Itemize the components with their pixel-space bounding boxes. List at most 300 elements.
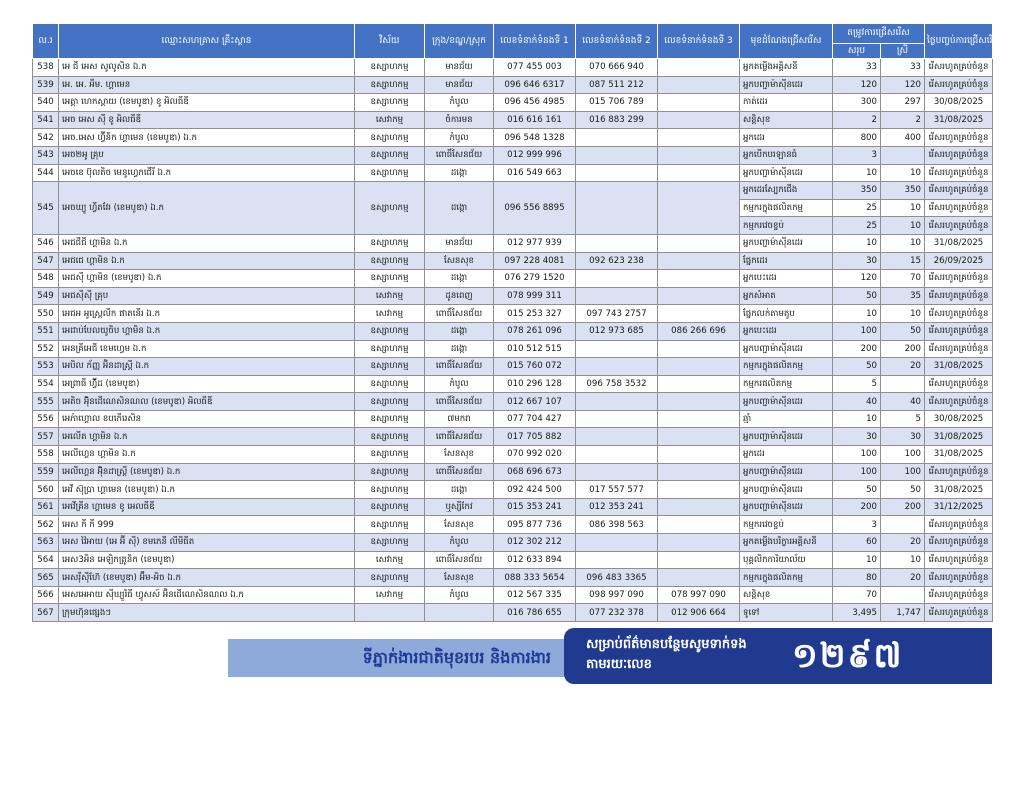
phone2-cell bbox=[576, 410, 658, 428]
row-number: 547 bbox=[33, 252, 59, 270]
total-cell: 120 bbox=[833, 270, 881, 288]
row-number: 565 bbox=[33, 569, 59, 587]
total-cell: 10 bbox=[833, 305, 881, 323]
deadline-cell: 30/08/2025 bbox=[925, 94, 993, 112]
phone1-cell: 070 992 020 bbox=[494, 446, 576, 464]
phone3-cell bbox=[658, 569, 740, 587]
deadline-cell: រើសរហូតគ្រប់ចំនួន bbox=[925, 305, 993, 323]
position-cell: អ្នកបេះដេរ bbox=[740, 270, 833, 288]
phone3-cell bbox=[658, 252, 740, 270]
phone1-cell: 096 556 8895 bbox=[494, 182, 576, 235]
total-cell: 80 bbox=[833, 569, 881, 587]
sector-cell: សេវាកម្ម bbox=[355, 305, 425, 323]
company-name: អេជស៊ីស៊ី គ្រុប bbox=[59, 287, 355, 305]
female-cell: 10 bbox=[881, 164, 925, 182]
company-name: អេច អេស ស៊ី ខូ អិលធីឌី bbox=[59, 111, 355, 129]
table-row bbox=[33, 393, 993, 411]
row-number: 558 bbox=[33, 446, 59, 464]
jobs-table bbox=[32, 23, 1002, 622]
row-number: 545 bbox=[33, 182, 59, 235]
table-row bbox=[33, 375, 993, 393]
position-cell: អ្នកបេះដេរ bbox=[740, 322, 833, 340]
location-cell: មានជ័យ bbox=[425, 76, 494, 94]
company-name: អេស កី កី 999 bbox=[59, 516, 355, 534]
location-cell: ពោធិ៍សែនជ័យ bbox=[425, 146, 494, 164]
jobs-table-body bbox=[33, 59, 993, 622]
position-cell: អ្នកបញ្ជាម៉ាស៊ីនដេរ bbox=[740, 234, 833, 252]
row-number: 554 bbox=[33, 375, 59, 393]
table-row bbox=[33, 498, 993, 516]
table-row bbox=[33, 94, 993, 112]
deadline-cell: រើសរហូតគ្រប់ចំនួន bbox=[925, 393, 993, 411]
deadline-cell: រើសរហូតគ្រប់ចំនួន bbox=[925, 569, 993, 587]
phone3-cell bbox=[658, 340, 740, 358]
location-cell: សែនសុខ bbox=[425, 569, 494, 587]
location-cell: ដូនពេញ bbox=[425, 287, 494, 305]
sector-cell: ឧស្សាហកម្ម bbox=[355, 358, 425, 376]
phone1-cell: 017 705 882 bbox=[494, 428, 576, 446]
sector-cell: សេវាកម្ម bbox=[355, 551, 425, 569]
total-cell: 100 bbox=[833, 446, 881, 464]
phone2-cell bbox=[576, 287, 658, 305]
phone1-cell: 016 786 655 bbox=[494, 604, 576, 622]
deadline-cell: រើសរហូតគ្រប់ចំនួន bbox=[925, 76, 993, 94]
phone1-cell: 012 977 939 bbox=[494, 234, 576, 252]
deadline-cell: រើសរហូតគ្រប់ចំនួន bbox=[925, 287, 993, 305]
position-cell: កម្មករក្នុងផលិតកម្ម bbox=[740, 358, 833, 376]
female-cell: 200 bbox=[881, 340, 925, 358]
row-number: 563 bbox=[33, 534, 59, 552]
position-cell: កម្មករវេចខ្ចប់ bbox=[740, 516, 833, 534]
phone2-cell: 070 666 940 bbox=[576, 59, 658, 77]
phone3-cell bbox=[658, 498, 740, 516]
phone3-cell bbox=[658, 111, 740, 129]
company-name: អេជអ អូស្ត្រេលីក ផាតនើរ ឯ.ក bbox=[59, 305, 355, 323]
position-cell: អ្នកបញ្ជាម៉ាស៊ីនដេរ bbox=[740, 428, 833, 446]
position-cell: អ្នកដេរ bbox=[740, 446, 833, 464]
sector-cell: ឧស្សាហកម្ម bbox=[355, 516, 425, 534]
phone3-cell: 086 266 696 bbox=[658, 322, 740, 340]
company-name: អេភ៉ាហ្គោល ខបកើរេសិន bbox=[59, 410, 355, 428]
phone2-cell: 015 706 789 bbox=[576, 94, 658, 112]
row-number: 543 bbox=[33, 146, 59, 164]
total-cell: 2 bbox=[833, 111, 881, 129]
phone2-cell: 096 758 3532 bbox=[576, 375, 658, 393]
female-cell: 35 bbox=[881, 287, 925, 305]
table-row bbox=[33, 182, 993, 200]
total-cell: 60 bbox=[833, 534, 881, 552]
row-number: 542 bbox=[33, 129, 59, 147]
female-cell: 50 bbox=[881, 481, 925, 499]
phone3-cell bbox=[658, 146, 740, 164]
deadline-cell: 31/08/2025 bbox=[925, 428, 993, 446]
sector-cell: ឧស្សាហកម្ម bbox=[355, 428, 425, 446]
female-cell: 10 bbox=[881, 234, 925, 252]
position-cell: អ្នកបញ្ជាម៉ាស៊ីនដេរ bbox=[740, 481, 833, 499]
deadline-cell: រើសរហូតគ្រប់ចំនួន bbox=[925, 586, 993, 604]
position-cell: អ្នកបញ្ជាម៉ាស៊ីនដេរ bbox=[740, 76, 833, 94]
location-cell: ពោធិ៍សែនជ័យ bbox=[425, 551, 494, 569]
deadline-cell: រើសរហូតគ្រប់ចំនួន bbox=[925, 270, 993, 288]
row-number: 538 bbox=[33, 59, 59, 77]
female-cell: 20 bbox=[881, 569, 925, 587]
header-total: សរុប bbox=[833, 44, 881, 59]
phone1-cell: 097 228 4081 bbox=[494, 252, 576, 270]
table-row bbox=[33, 59, 993, 77]
sector-cell: ឧស្សាហកម្ម bbox=[355, 59, 425, 77]
location-cell: ៧មករា bbox=[425, 410, 494, 428]
phone2-cell bbox=[576, 129, 658, 147]
deadline-cell: រើសរហូតគ្រប់ចំនួន bbox=[925, 551, 993, 569]
row-number: 541 bbox=[33, 111, 59, 129]
sector-cell: ឧស្សាហកម្ម bbox=[355, 270, 425, 288]
phone3-cell bbox=[658, 463, 740, 481]
deadline-cell: 31/08/2025 bbox=[925, 446, 993, 464]
phone1-cell: 012 567 335 bbox=[494, 586, 576, 604]
deadline-cell: រើសរហូតគ្រប់ចំនួន bbox=[925, 375, 993, 393]
company-name: អេត្តា ហេកស្តាយ (ខេមបូឌា) ខូ អិលធីឌី bbox=[59, 94, 355, 112]
phone3-cell bbox=[658, 76, 740, 94]
phone2-cell: 017 557 577 bbox=[576, 481, 658, 499]
position-cell: បុគ្គលិកការិយាល័យ bbox=[740, 551, 833, 569]
company-name: អេព្រាធី ហ៊្វីដ (ខេមបូឌា) bbox=[59, 375, 355, 393]
total-cell: 100 bbox=[833, 463, 881, 481]
company-name: អេលីហ្គេន ហ្គាមិន ឯ.ក bbox=[59, 446, 355, 464]
female-cell: 33 bbox=[881, 59, 925, 77]
company-name: អេលីហ្គេន អ៊ុិនដាស្ត្រី (ខេមបូឌា) ឯ.ក bbox=[59, 463, 355, 481]
phone2-cell: 087 511 212 bbox=[576, 76, 658, 94]
female-cell: 20 bbox=[881, 534, 925, 552]
location-cell: ពោធិ៍សែនជ័យ bbox=[425, 463, 494, 481]
header-deadline: ថ្ងៃបញ្ចប់ការជ្រើសរើស bbox=[925, 24, 993, 59]
phone2-cell bbox=[576, 463, 658, 481]
sector-cell: ឧស្សាហកម្ម bbox=[355, 534, 425, 552]
header-needed: តម្រូវការជ្រើសរើស bbox=[833, 24, 925, 44]
phone2-cell bbox=[576, 551, 658, 569]
position-cell: អ្នកដេរស្បែកជើង bbox=[740, 182, 833, 200]
female-cell: 50 bbox=[881, 322, 925, 340]
company-name: អេបិល ក័ញ្ញ អ៊ិនដាស្ត្រី ឯ.ក bbox=[59, 358, 355, 376]
table-row bbox=[33, 481, 993, 499]
location-cell: ពោធិ៍សែនជ័យ bbox=[425, 393, 494, 411]
row-number: 561 bbox=[33, 498, 59, 516]
company-name: អេស3អិន អេឡិកត្រូនិក (ខេមបូឌា) bbox=[59, 551, 355, 569]
phone3-cell bbox=[658, 534, 740, 552]
position-cell: អ្នកតម្លើងអគ្គិសនី bbox=[740, 59, 833, 77]
company-name: អេតិច អ៊ុិនដើណេសិនណល (ខេមបូឌា) អិលធីឌី bbox=[59, 393, 355, 411]
row-number: 564 bbox=[33, 551, 59, 569]
total-cell: 5 bbox=[833, 375, 881, 393]
phone1-cell: 016 549 663 bbox=[494, 164, 576, 182]
company-name: អេវី ស៊ុប្រា ហ្គាមេន (ខេមបូឌា) ឯ.ក bbox=[59, 481, 355, 499]
female-cell: 30 bbox=[881, 428, 925, 446]
deadline-cell: 30/08/2025 bbox=[925, 410, 993, 428]
phone3-cell bbox=[658, 59, 740, 77]
female-cell: 70 bbox=[881, 270, 925, 288]
header-company: ឈ្មោះសហគ្រាស គ្រឹះស្ថាន bbox=[59, 24, 355, 59]
row-number: 567 bbox=[33, 604, 59, 622]
sector-cell bbox=[355, 604, 425, 622]
female-cell: 350 bbox=[881, 182, 925, 200]
phone1-cell: 076 279 1520 bbox=[494, 270, 576, 288]
phone3-cell bbox=[658, 516, 740, 534]
sector-cell: ឧស្សាហកម្ម bbox=[355, 76, 425, 94]
company-name: អេចខេ ប៊ុលតិច មេនូហ្វេកជើរី ឯ.ក bbox=[59, 164, 355, 182]
total-cell: 350 bbox=[833, 182, 881, 200]
deadline-cell: រើសរហូតគ្រប់ចំនួន bbox=[925, 534, 993, 552]
header-phone3: លេខទំនាក់ទំនងទី 3 bbox=[658, 24, 740, 59]
phone2-cell bbox=[576, 340, 658, 358]
phone3-cell bbox=[658, 428, 740, 446]
phone1-cell: 015 760 072 bbox=[494, 358, 576, 376]
sector-cell: ឧស្សាហកម្ម bbox=[355, 252, 425, 270]
phone3-cell bbox=[658, 410, 740, 428]
position-cell: អ្នកបញ្ជាម៉ាស៊ីនដេរ bbox=[740, 498, 833, 516]
female-cell: 5 bbox=[881, 410, 925, 428]
header-phone2: លេខទំនាក់ទំនងទី 2 bbox=[576, 24, 658, 59]
position-cell: កម្មករក្នុងផលិតកម្ម bbox=[740, 199, 833, 217]
location-cell: ពោធិ៍សែនជ័យ bbox=[425, 358, 494, 376]
female-cell: 15 bbox=[881, 252, 925, 270]
total-cell: 200 bbox=[833, 498, 881, 516]
phone1-cell: 010 296 128 bbox=[494, 375, 576, 393]
table-row bbox=[33, 287, 993, 305]
position-cell: អ្នកតម្លើងបរិក្ខារអគ្គិសនី bbox=[740, 534, 833, 552]
sector-cell: សេវាកម្ម bbox=[355, 287, 425, 305]
phone1-cell: 096 646 6317 bbox=[494, 76, 576, 94]
company-name: អេលើត ហ្គាមិន ឯ.ក bbox=[59, 428, 355, 446]
female-cell: 10 bbox=[881, 551, 925, 569]
female-cell bbox=[881, 586, 925, 604]
position-cell: អ្នកសំអាត bbox=[740, 287, 833, 305]
header-phone1: លេខទំនាក់ទំនងទី 1 bbox=[494, 24, 576, 59]
deadline-cell: រើសរហូតគ្រប់ចំនួន bbox=[925, 182, 993, 200]
location-cell: ដង្កោ bbox=[425, 270, 494, 288]
total-cell: 100 bbox=[833, 322, 881, 340]
company-name: អេ ជី អេស សូលូសិន ឯ.ក bbox=[59, 59, 355, 77]
phone3-cell bbox=[658, 287, 740, 305]
hotline-number: ១២៩៧ bbox=[792, 636, 904, 676]
deadline-cell: 31/08/2025 bbox=[925, 111, 993, 129]
phone1-cell: 078 999 311 bbox=[494, 287, 576, 305]
phone3-cell: 012 906 664 bbox=[658, 604, 740, 622]
footer-banner bbox=[228, 628, 992, 684]
header-no: ល.រ bbox=[33, 24, 59, 59]
table-row bbox=[33, 322, 993, 340]
total-cell: 800 bbox=[833, 129, 881, 147]
female-cell: 10 bbox=[881, 199, 925, 217]
total-cell: 30 bbox=[833, 428, 881, 446]
position-cell: អ្នកដេរ bbox=[740, 129, 833, 147]
phone2-cell: 086 398 563 bbox=[576, 516, 658, 534]
row-number: 550 bbox=[33, 305, 59, 323]
location-cell: កំបូល bbox=[425, 534, 494, 552]
sector-cell: ឧស្សាហកម្ម bbox=[355, 393, 425, 411]
phone3-cell bbox=[658, 270, 740, 288]
location-cell: ដង្កោ bbox=[425, 481, 494, 499]
female-cell: 40 bbox=[881, 393, 925, 411]
header-location: ក្រុង/ខណ្ឌ/ស្រុក bbox=[425, 24, 494, 59]
phone2-cell bbox=[576, 270, 658, 288]
company-name: អេជស៊ី ហ្គាមិន (ខេមបូឌា) ឯ.ក bbox=[59, 270, 355, 288]
female-cell: 400 bbox=[881, 129, 925, 147]
phone2-cell: 098 997 090 bbox=[576, 586, 658, 604]
row-number: 566 bbox=[33, 586, 59, 604]
deadline-cell: រើសរហូតគ្រប់ចំនួន bbox=[925, 164, 993, 182]
position-cell: កម្មករផលិតកម្ម bbox=[740, 375, 833, 393]
table-row bbox=[33, 534, 993, 552]
total-cell: 50 bbox=[833, 358, 881, 376]
sector-cell: ឧស្សាហកម្ម bbox=[355, 569, 425, 587]
position-cell: អ្នកបញ្ជាម៉ាស៊ីនដេរ bbox=[740, 463, 833, 481]
phone1-cell: 077 455 003 bbox=[494, 59, 576, 77]
position-cell: អ្នកបើកបរឡានធំ bbox=[740, 146, 833, 164]
header-position: មុខដំណែងជ្រើសរើស bbox=[740, 24, 833, 59]
table-row bbox=[33, 305, 993, 323]
position-cell: សន្តិសុខ bbox=[740, 586, 833, 604]
phone1-cell: 015 353 241 bbox=[494, 498, 576, 516]
hotline-box bbox=[564, 628, 992, 684]
row-number: 562 bbox=[33, 516, 59, 534]
female-cell bbox=[881, 146, 925, 164]
position-cell: ផ្នែកលក់តាមតូប bbox=[740, 305, 833, 323]
phone1-cell: 015 253 327 bbox=[494, 305, 576, 323]
phone1-cell: 092 424 500 bbox=[494, 481, 576, 499]
table-row bbox=[33, 76, 993, 94]
jobs-sheet bbox=[32, 23, 1002, 622]
phone3-cell bbox=[658, 94, 740, 112]
row-number: 540 bbox=[33, 94, 59, 112]
deadline-cell: រើសរហូតគ្រប់ចំនួន bbox=[925, 146, 993, 164]
location-cell bbox=[425, 604, 494, 622]
sector-cell: ឧស្សាហកម្ម bbox=[355, 463, 425, 481]
location-cell: មានជ័យ bbox=[425, 59, 494, 77]
row-number: 544 bbox=[33, 164, 59, 182]
phone1-cell: 088 333 5654 bbox=[494, 569, 576, 587]
phone2-cell bbox=[576, 446, 658, 464]
company-name: អេនគ្រីអេជី ខេមហ្វេម ឯ.ក bbox=[59, 340, 355, 358]
total-cell: 200 bbox=[833, 340, 881, 358]
female-cell: 10 bbox=[881, 305, 925, 323]
row-number: 560 bbox=[33, 481, 59, 499]
phone1-cell: 016 616 161 bbox=[494, 111, 576, 129]
deadline-cell: 26/09/2025 bbox=[925, 252, 993, 270]
phone3-cell bbox=[658, 182, 740, 235]
position-cell: អ្នកបញ្ជាម៉ាស៊ីនដេរ bbox=[740, 393, 833, 411]
total-cell: 50 bbox=[833, 481, 881, 499]
deadline-cell: រើសរហូតគ្រប់ចំនួន bbox=[925, 217, 993, 235]
deadline-cell: រើសរហូតគ្រប់ចំនួន bbox=[925, 340, 993, 358]
table-row bbox=[33, 164, 993, 182]
location-cell: សែនសុខ bbox=[425, 446, 494, 464]
location-cell: ឬស្សីកែវ bbox=[425, 498, 494, 516]
deadline-cell: 31/12/2025 bbox=[925, 498, 993, 516]
total-cell: 33 bbox=[833, 59, 881, 77]
table-row bbox=[33, 428, 993, 446]
female-cell: 100 bbox=[881, 463, 925, 481]
table-row bbox=[33, 129, 993, 147]
row-number: 559 bbox=[33, 463, 59, 481]
deadline-cell: រើសរហូតគ្រប់ចំនួន bbox=[925, 604, 993, 622]
table-row bbox=[33, 270, 993, 288]
phone2-cell bbox=[576, 358, 658, 376]
total-cell: 40 bbox=[833, 393, 881, 411]
phone3-cell bbox=[658, 164, 740, 182]
company-name: អេសរ៉ីស៊ីហ៊ែ (ខេមបូឌា) អ៊ឹម-អិច ឯ.ក bbox=[59, 569, 355, 587]
total-cell: 30 bbox=[833, 252, 881, 270]
deadline-cell: 31/08/2025 bbox=[925, 358, 993, 376]
table-row bbox=[33, 463, 993, 481]
female-cell: 200 bbox=[881, 498, 925, 516]
location-cell: មានជ័យ bbox=[425, 234, 494, 252]
sector-cell: ឧស្សាហកម្ម bbox=[355, 164, 425, 182]
phone2-cell: 012 973 685 bbox=[576, 322, 658, 340]
female-cell: 1,747 bbox=[881, 604, 925, 622]
table-row bbox=[33, 446, 993, 464]
location-cell: ចំការមន bbox=[425, 111, 494, 129]
table-row bbox=[33, 516, 993, 534]
position-cell: កម្មករក្នុងផលិតកម្ម bbox=[740, 569, 833, 587]
table-row bbox=[33, 586, 993, 604]
sector-cell: ឧស្សាហកម្ម bbox=[355, 446, 425, 464]
total-cell: 3 bbox=[833, 146, 881, 164]
table-row bbox=[33, 252, 993, 270]
location-cell: ដង្កោ bbox=[425, 164, 494, 182]
total-cell: 120 bbox=[833, 76, 881, 94]
location-cell: ដង្កោ bbox=[425, 322, 494, 340]
location-cell: សែនសុខ bbox=[425, 516, 494, 534]
phone3-cell bbox=[658, 358, 740, 376]
table-row bbox=[33, 358, 993, 376]
company-name: អេស វ៉ៃអាយ (អេ អ៊ី ស៊ី) ខមភេនី លីមីធីត bbox=[59, 534, 355, 552]
deadline-cell: រើសរហូតគ្រប់ចំនួន bbox=[925, 463, 993, 481]
location-cell: សែនសុខ bbox=[425, 252, 494, 270]
table-row bbox=[33, 234, 993, 252]
phone3-cell bbox=[658, 305, 740, 323]
position-cell: អ្នកបញ្ជាម៉ាស៊ីនដេរ bbox=[740, 340, 833, 358]
female-cell: 100 bbox=[881, 446, 925, 464]
sector-cell: ឧស្សាហកម្ម bbox=[355, 129, 425, 147]
phone2-cell: 012 353 241 bbox=[576, 498, 658, 516]
sector-cell: ឧស្សាហកម្ម bbox=[355, 234, 425, 252]
sector-cell: ឧស្សាហកម្ម bbox=[355, 322, 425, 340]
total-cell: 25 bbox=[833, 199, 881, 217]
location-cell: កំបូល bbox=[425, 94, 494, 112]
total-cell: 10 bbox=[833, 234, 881, 252]
total-cell: 3 bbox=[833, 516, 881, 534]
row-number: 553 bbox=[33, 358, 59, 376]
row-number: 556 bbox=[33, 410, 59, 428]
phone3-cell bbox=[658, 551, 740, 569]
row-number: 555 bbox=[33, 393, 59, 411]
phone1-cell: 012 999 996 bbox=[494, 146, 576, 164]
position-cell: កម្មករវេចខ្ចប់ bbox=[740, 217, 833, 235]
row-number: 552 bbox=[33, 340, 59, 358]
row-number: 557 bbox=[33, 428, 59, 446]
company-name: អេច.អេស ហ្វ៊ីនិក ហ្គាមេន (ខេមបូឌា) ឯ.ក bbox=[59, 129, 355, 147]
female-cell: 297 bbox=[881, 94, 925, 112]
company-name: អេវើគ្រីន ហ្គាមេន ខូ អេលធីឌី bbox=[59, 498, 355, 516]
phone1-cell: 095 877 736 bbox=[494, 516, 576, 534]
company-name: អេសអេអាយ ស៊ីឃ្យួរិធី ហ្វូសស៍ អ៊ិនដើណេសិនណល ឯ.ក bbox=[59, 586, 355, 604]
table-row bbox=[33, 569, 993, 587]
table-row bbox=[33, 146, 993, 164]
phone3-cell bbox=[658, 481, 740, 499]
phone2-cell: 077 232 378 bbox=[576, 604, 658, 622]
location-cell: កំបូល bbox=[425, 586, 494, 604]
sector-cell: ឧស្សាហកម្ម bbox=[355, 498, 425, 516]
phone2-cell bbox=[576, 428, 658, 446]
